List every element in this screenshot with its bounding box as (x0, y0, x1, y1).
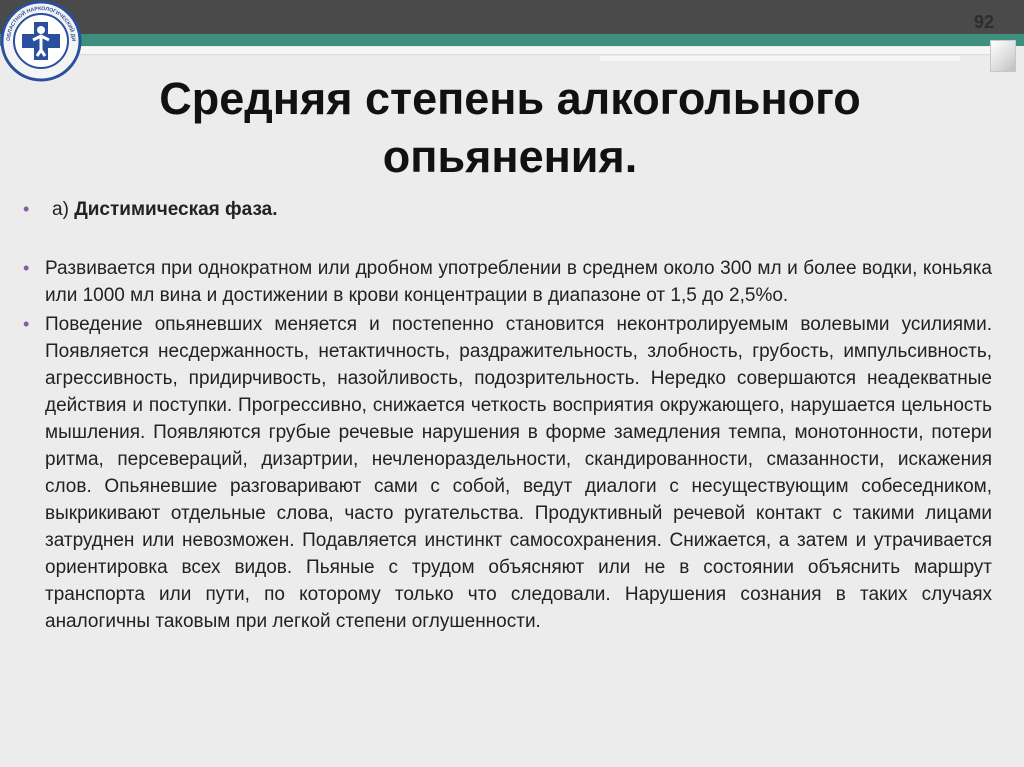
bullet-icon: • (23, 258, 30, 278)
slide-content (20, 196, 992, 637)
bullet-item-behavior (20, 311, 992, 635)
header-dark-band (0, 0, 1024, 34)
slide-number: 92 (973, 12, 994, 32)
phase-name: Дистимическая фаза. (74, 199, 278, 220)
paragraph-text: Развивается при однократном или дробном употреблении в среднем около 300 мл и более водки, коньяка или 1000 мл вина и достижении в крови концентрации в диапазоне от 1,5 до 2,5%о. (45, 258, 992, 306)
bullet-item-phase (20, 196, 992, 223)
bullet-item-development (20, 255, 992, 309)
logo-text: ОБЛАСТНОЙ НАРКОЛОГИЧЕСКИЙ ДИ (5, 5, 77, 42)
page-fold-corner (990, 40, 1016, 72)
bullet-icon: • (23, 314, 30, 334)
bullet-icon: • (23, 199, 30, 219)
header-light-strip (60, 47, 1010, 54)
paragraph-text: Поведение опьяневших меняется и постепенно становится неконтролируемым волевыми усилиями. Появляется несдержанность, нетактичность, раздражительность, злобность, грубость, импульсивность, агрессивность, придирчивость, назойливость, подозрительность. Нередко совершаются неадекватные действия и поступки. Прогрессивно, снижается четкость восприятия окружающего, нарушается цельность мышления. Появляются грубые речевые нарушения в форме замедления темпа, монотонности, потери ритма, персевераций, дизартрии, нечленораздельности, скандированности, смазанности, искажения слов. Опьяневшие разговаривают сами с собой, ведут диалоги с несуществующим собеседником, выкрикивают отдельные слова, часто ругательства. Продуктивный речевой контакт с такими лицами затруднен или невозможен. Подавляется инстинкт самосохранения. Снижается, а затем и утрачивается ориентировка всех видов. Пьяные с трудом объясняют или не в состоянии объяснить маршрут транспорта или пути, по которому только что следовали. Нарушения сознания в таких случаях аналогичны таковым при легкой степени оглушенности. (45, 314, 992, 632)
header-teal-band (0, 34, 1024, 46)
slide-title: Средняя степень алкогольного опьянения. (159, 73, 861, 182)
header-light-strip-short (600, 56, 960, 61)
phase-prefix: а) (52, 199, 75, 220)
